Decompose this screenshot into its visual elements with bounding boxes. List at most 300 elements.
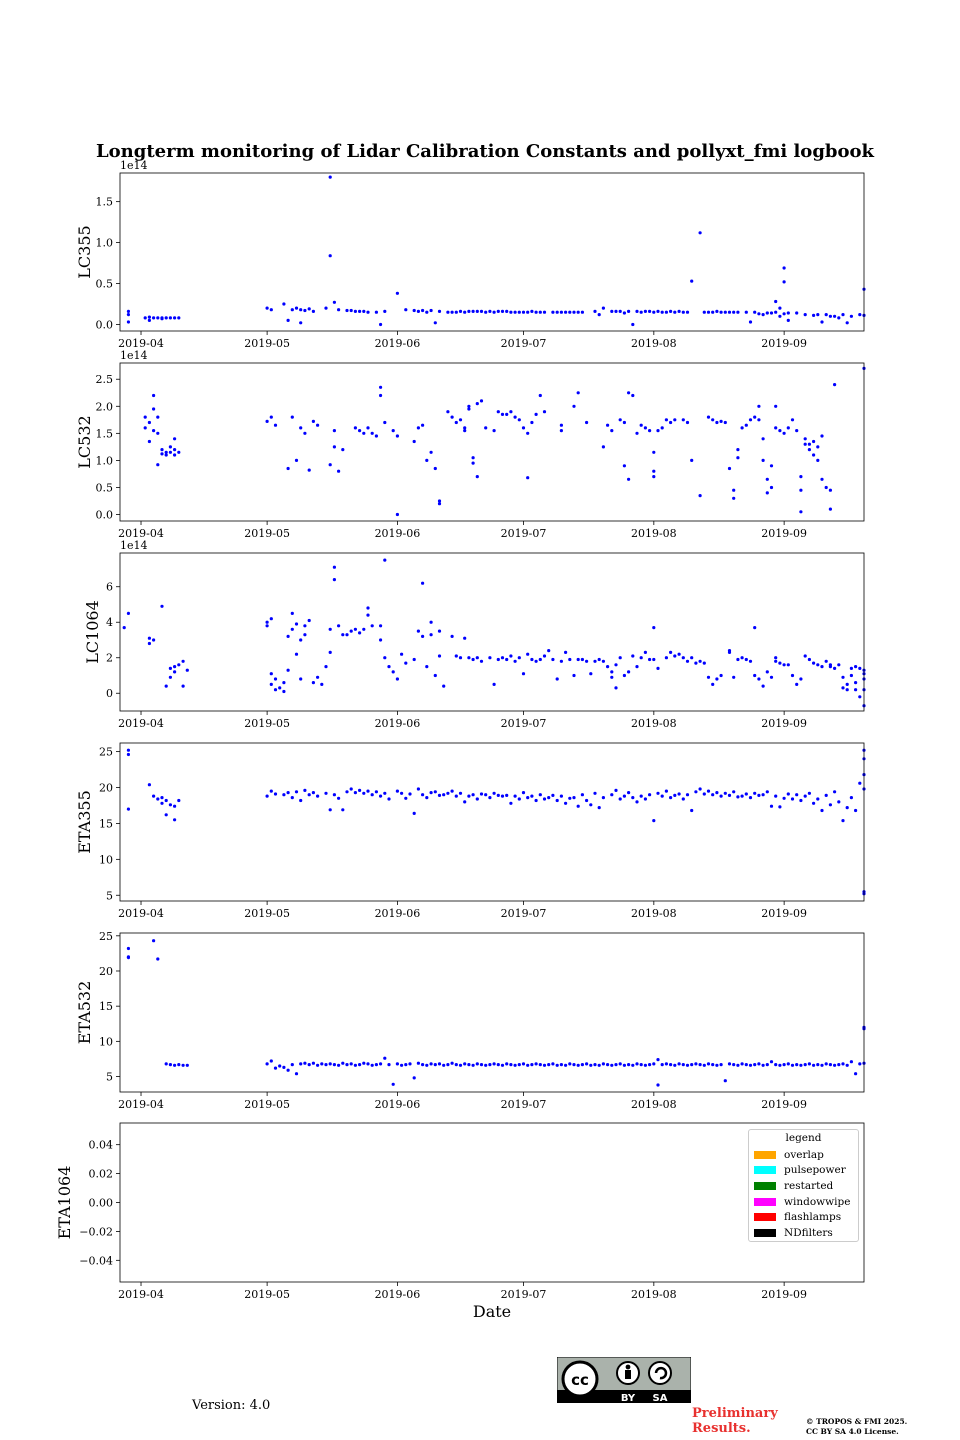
data-point-eta532-94 xyxy=(614,1063,617,1066)
data-point-eta355-96 xyxy=(627,791,630,794)
data-point-lc1064-128 xyxy=(673,654,676,657)
data-point-lc532-81 xyxy=(535,413,538,416)
data-point-lc1064-134 xyxy=(699,660,702,663)
data-point-eta532-129 xyxy=(757,1062,760,1065)
data-point-lc1064-100 xyxy=(564,651,567,654)
data-point-eta532-52 xyxy=(438,1062,441,1065)
data-point-lc1064-56 xyxy=(383,559,386,562)
data-point-lc532-78 xyxy=(526,432,529,435)
legend-box xyxy=(748,1129,859,1242)
data-point-lc355-15 xyxy=(270,308,273,311)
data-point-lc1064-181 xyxy=(858,695,861,698)
y-tick-label-lc532-5: 2.5 xyxy=(95,373,113,387)
data-point-eta355-83 xyxy=(568,797,571,800)
data-point-lc1064-29 xyxy=(295,653,298,656)
data-point-lc532-87 xyxy=(577,391,580,394)
data-point-lc355-74 xyxy=(560,311,563,314)
data-point-lc355-54 xyxy=(472,310,475,313)
data-point-lc355-21 xyxy=(299,321,302,324)
data-point-eta355-119 xyxy=(724,792,727,795)
data-point-eta355-12 xyxy=(173,805,176,808)
data-point-eta532-43 xyxy=(400,1064,403,1067)
data-point-eta355-50 xyxy=(430,791,433,794)
data-point-lc532-20 xyxy=(266,420,269,423)
y-tick-label-eta532-0: 5 xyxy=(106,1070,113,1084)
data-point-lc1064-33 xyxy=(303,624,306,627)
data-point-lc532-33 xyxy=(333,445,336,448)
data-point-eta355-133 xyxy=(783,797,786,800)
data-point-lc355-34 xyxy=(362,310,365,313)
data-point-lc1064-113 xyxy=(614,686,617,689)
legend-swatch-ndfilters xyxy=(754,1229,776,1237)
data-point-eta355-102 xyxy=(652,819,655,822)
data-point-lc1064-43 xyxy=(333,578,336,581)
data-point-eta532-20 xyxy=(303,1062,306,1065)
data-point-eta532-26 xyxy=(329,1062,332,1065)
data-point-eta355-18 xyxy=(287,791,290,794)
y-tick-label-lc1064-2: 4 xyxy=(106,616,113,630)
data-point-lc355-70 xyxy=(539,311,542,314)
data-point-eta532-73 xyxy=(526,1064,529,1067)
data-point-eta532-131 xyxy=(766,1063,769,1066)
data-point-lc355-119 xyxy=(770,311,773,314)
data-point-lc532-137 xyxy=(774,426,777,429)
data-point-lc532-142 xyxy=(795,429,798,432)
data-point-eta355-104 xyxy=(661,795,664,798)
preliminary-line-1: Preliminary xyxy=(692,1406,778,1421)
data-point-lc532-151 xyxy=(812,453,815,456)
data-point-lc1064-27 xyxy=(291,628,294,631)
data-point-eta532-107 xyxy=(665,1062,668,1065)
data-point-lc532-28 xyxy=(308,469,311,472)
data-point-lc1064-103 xyxy=(577,658,580,661)
data-point-eta355-136 xyxy=(795,793,798,796)
data-point-lc1064-46 xyxy=(345,633,348,636)
data-point-eta532-89 xyxy=(593,1063,596,1066)
data-point-lc355-59 xyxy=(493,311,496,314)
data-point-eta532-106 xyxy=(661,1063,664,1066)
data-point-lc1064-114 xyxy=(614,663,617,666)
data-point-eta355-87 xyxy=(585,799,588,802)
y-tick-label-eta532-1: 10 xyxy=(99,1035,113,1049)
axes-frame-eta532 xyxy=(120,933,864,1092)
data-point-lc532-74 xyxy=(509,410,512,413)
data-point-lc355-83 xyxy=(610,310,613,313)
data-point-eta355-10 xyxy=(169,803,172,806)
data-point-eta355-90 xyxy=(598,806,601,809)
data-point-lc532-101 xyxy=(648,429,651,432)
data-point-lc1064-90 xyxy=(522,672,525,675)
data-point-lc1064-87 xyxy=(509,654,512,657)
data-point-eta532-34 xyxy=(362,1062,365,1065)
data-point-eta355-20 xyxy=(295,790,298,793)
data-point-lc355-131 xyxy=(812,314,815,317)
data-point-lc1064-94 xyxy=(539,658,542,661)
y-tick-label-lc532-2: 1.0 xyxy=(95,454,113,468)
data-point-lc355-52 xyxy=(463,311,466,314)
page-title: Longterm monitoring of Lidar Calibration Constants and pollyxt_fmi logbook xyxy=(96,141,874,162)
data-point-eta355-72 xyxy=(522,791,525,794)
data-point-lc1064-49 xyxy=(358,631,361,634)
data-point-eta532-97 xyxy=(627,1063,630,1066)
data-point-lc1064-47 xyxy=(350,630,353,633)
data-point-eta355-80 xyxy=(556,799,559,802)
data-point-eta355-110 xyxy=(686,793,689,796)
x-tick-label-lc1064-1: 2019-05 xyxy=(244,717,290,730)
data-point-lc1064-42 xyxy=(333,566,336,569)
data-point-lc1064-20 xyxy=(274,688,277,691)
data-point-lc1064-155 xyxy=(778,662,781,665)
data-point-eta532-81 xyxy=(560,1063,563,1066)
data-point-lc532-59 xyxy=(459,418,462,421)
data-point-lc355-134 xyxy=(825,313,828,316)
data-point-lc532-38 xyxy=(362,432,365,435)
data-point-eta532-74 xyxy=(530,1063,533,1066)
data-point-eta532-77 xyxy=(543,1064,546,1067)
data-point-lc1064-120 xyxy=(640,656,643,659)
y-axis-label-eta1064: ETA1064 xyxy=(55,1165,74,1240)
data-point-eta355-25 xyxy=(316,795,319,798)
data-point-eta532-116 xyxy=(703,1064,706,1067)
data-point-eta355-53 xyxy=(442,793,445,796)
data-point-lc355-25 xyxy=(324,307,327,310)
data-point-lc1064-53 xyxy=(371,624,374,627)
data-point-lc1064-7 xyxy=(169,676,172,679)
data-point-lc1064-142 xyxy=(732,676,735,679)
data-point-eta532-42 xyxy=(396,1062,399,1065)
data-point-eta355-66 xyxy=(497,794,500,797)
y-tick-label-lc355-0: 0.0 xyxy=(95,318,113,332)
data-point-lc355-72 xyxy=(551,311,554,314)
data-point-eta355-23 xyxy=(308,793,311,796)
data-point-lc355-0 xyxy=(127,310,130,313)
data-point-lc532-100 xyxy=(644,426,647,429)
legend-item-windowwipe xyxy=(749,1194,858,1210)
data-point-eta355-134 xyxy=(787,792,790,795)
preliminary-results-label xyxy=(692,1406,778,1436)
data-point-lc532-111 xyxy=(686,421,689,424)
data-point-lc532-91 xyxy=(610,429,613,432)
data-point-eta355-95 xyxy=(623,795,626,798)
data-point-lc532-126 xyxy=(749,418,752,421)
data-point-eta355-26 xyxy=(324,792,327,795)
data-point-lc1064-34 xyxy=(303,633,306,636)
data-point-lc355-108 xyxy=(720,311,723,314)
data-point-eta355-39 xyxy=(379,795,382,798)
data-point-lc532-52 xyxy=(430,451,433,454)
data-point-eta532-56 xyxy=(455,1063,458,1066)
data-point-eta532-144 xyxy=(820,1064,823,1067)
data-point-lc532-53 xyxy=(434,467,437,470)
data-point-eta355-112 xyxy=(694,790,697,793)
y-axis-label-lc532: LC532 xyxy=(75,415,94,469)
data-point-lc532-80 xyxy=(530,421,533,424)
data-point-lc532-37 xyxy=(358,429,361,432)
data-point-lc355-24 xyxy=(312,310,315,313)
data-point-lc1064-98 xyxy=(556,677,559,680)
data-point-eta355-57 xyxy=(459,792,462,795)
data-point-lc532-127 xyxy=(753,416,756,419)
data-point-eta355-11 xyxy=(173,818,176,821)
data-point-lc1064-99 xyxy=(560,660,563,663)
x-tick-label-lc355-5: 2019-09 xyxy=(761,337,807,350)
data-point-lc1064-25 xyxy=(287,669,290,672)
data-point-lc532-143 xyxy=(799,475,802,478)
data-point-eta355-143 xyxy=(825,794,828,797)
data-point-lc1064-180 xyxy=(858,667,861,670)
data-point-lc532-116 xyxy=(715,421,718,424)
data-point-eta355-8 xyxy=(165,799,168,802)
data-point-eta355-37 xyxy=(371,793,374,796)
data-point-lc532-90 xyxy=(606,424,609,427)
data-point-eta532-114 xyxy=(694,1062,697,1065)
data-point-lc532-30 xyxy=(316,424,319,427)
y-tick-label-eta355-0: 5 xyxy=(106,889,113,903)
data-point-lc355-116 xyxy=(757,312,760,315)
data-point-lc1064-72 xyxy=(438,630,441,633)
data-point-eta355-140 xyxy=(812,802,815,805)
data-point-eta532-149 xyxy=(841,1062,844,1065)
data-point-lc355-17 xyxy=(287,319,290,322)
data-point-lc1064-117 xyxy=(627,670,630,673)
data-point-lc1064-153 xyxy=(774,660,777,663)
data-point-lc355-3 xyxy=(144,316,147,319)
data-point-lc355-141 xyxy=(858,313,861,316)
data-point-lc1064-126 xyxy=(665,656,668,659)
data-point-lc1064-41 xyxy=(329,651,332,654)
data-point-lc1064-161 xyxy=(804,654,807,657)
data-point-lc355-97 xyxy=(669,310,672,313)
data-point-lc355-138 xyxy=(841,313,844,316)
y-tick-label-lc355-3: 1.5 xyxy=(95,195,113,209)
data-point-lc1064-60 xyxy=(396,677,399,680)
y-tick-label-lc532-3: 1.5 xyxy=(95,427,113,441)
data-point-eta532-123 xyxy=(732,1063,735,1066)
data-point-eta532-6 xyxy=(169,1063,172,1066)
data-point-lc355-18 xyxy=(291,308,294,311)
data-point-eta532-45 xyxy=(408,1062,411,1065)
data-point-lc1064-111 xyxy=(610,676,613,679)
data-point-lc532-156 xyxy=(825,486,828,489)
data-point-lc355-121 xyxy=(774,300,777,303)
data-point-lc355-1 xyxy=(127,313,130,316)
data-point-lc532-43 xyxy=(379,394,382,397)
data-point-lc1064-40 xyxy=(329,628,332,631)
x-tick-label-lc1064-0: 2019-04 xyxy=(118,717,164,730)
data-point-eta355-147 xyxy=(841,819,844,822)
data-point-lc532-103 xyxy=(652,470,655,473)
data-point-lc1064-119 xyxy=(635,665,638,668)
data-point-eta355-111 xyxy=(690,809,693,812)
version-label: Version: 4.0 xyxy=(192,1398,271,1413)
data-point-eta355-71 xyxy=(518,797,521,800)
data-point-lc355-33 xyxy=(358,310,361,313)
data-point-eta532-46 xyxy=(413,1076,416,1079)
y-tick-label-lc1064-1: 2 xyxy=(106,651,113,665)
data-point-eta532-148 xyxy=(837,1063,840,1066)
data-point-lc355-120 xyxy=(774,311,777,314)
data-point-lc532-2 xyxy=(148,440,151,443)
data-point-eta532-55 xyxy=(451,1062,454,1065)
data-point-lc1064-5 xyxy=(160,605,163,608)
data-point-eta532-63 xyxy=(484,1064,487,1067)
cc-by-sa-badge[interactable] xyxy=(557,1357,691,1403)
data-point-eta355-88 xyxy=(589,803,592,806)
data-point-eta355-121 xyxy=(732,790,735,793)
data-point-lc532-36 xyxy=(354,426,357,429)
data-point-eta532-113 xyxy=(690,1063,693,1066)
data-point-lc1064-82 xyxy=(488,656,491,659)
x-tick-label-lc1064-2: 2019-06 xyxy=(374,717,421,730)
data-point-lc355-67 xyxy=(526,311,529,314)
data-point-eta532-2 xyxy=(127,956,130,959)
data-point-lc532-67 xyxy=(476,402,479,405)
data-point-eta355-84 xyxy=(572,796,575,799)
legend-swatch-pulsepower xyxy=(754,1166,776,1174)
data-point-lc532-130 xyxy=(762,437,765,440)
data-point-eta355-33 xyxy=(354,791,357,794)
data-point-eta355-86 xyxy=(581,793,584,796)
data-point-lc1064-145 xyxy=(745,658,748,661)
data-point-eta355-61 xyxy=(476,797,479,800)
data-point-lc1064-50 xyxy=(362,628,365,631)
x-tick-label-lc355-0: 2019-04 xyxy=(118,337,164,350)
data-point-eta355-58 xyxy=(463,800,466,803)
data-point-lc532-154 xyxy=(820,434,823,437)
data-point-lc1064-172 xyxy=(841,686,844,689)
data-point-lc355-123 xyxy=(778,307,781,310)
data-point-eta355-64 xyxy=(488,796,491,799)
data-point-lc355-46 xyxy=(434,321,437,324)
y-axis-label-lc355: LC355 xyxy=(75,225,94,279)
y-tick-label-eta1064-2: 0.00 xyxy=(88,1196,113,1210)
data-point-eta355-69 xyxy=(509,802,512,805)
data-point-lc1064-127 xyxy=(669,651,672,654)
data-point-lc1064-97 xyxy=(551,658,554,661)
data-point-lc532-55 xyxy=(438,502,441,505)
x-tick-label-lc532-4: 2019-08 xyxy=(630,527,677,540)
data-point-eta355-150 xyxy=(854,809,857,812)
data-point-eta355-116 xyxy=(711,793,714,796)
data-point-lc355-128 xyxy=(787,311,790,314)
data-point-lc1064-61 xyxy=(400,653,403,656)
x-tick-label-lc532-0: 2019-04 xyxy=(118,527,164,540)
data-point-lc532-75 xyxy=(514,416,517,419)
data-point-lc1064-173 xyxy=(846,683,849,686)
data-point-lc1064-54 xyxy=(379,624,382,627)
data-point-eta532-112 xyxy=(686,1064,689,1067)
data-point-eta355-16 xyxy=(274,792,277,795)
data-point-lc532-112 xyxy=(690,459,693,462)
data-point-lc532-13 xyxy=(165,453,168,456)
data-point-eta355-0 xyxy=(127,749,130,752)
data-point-lc532-51 xyxy=(425,459,428,462)
axes-frame-lc1064 xyxy=(120,553,864,711)
data-point-lc1064-179 xyxy=(854,688,857,691)
data-point-eta355-30 xyxy=(341,808,344,811)
data-point-eta532-127 xyxy=(749,1064,752,1067)
data-point-lc532-48 xyxy=(413,440,416,443)
data-point-lc355-89 xyxy=(635,310,638,313)
data-point-eta532-18 xyxy=(295,1072,298,1075)
data-point-lc355-104 xyxy=(703,311,706,314)
data-point-eta355-108 xyxy=(678,792,681,795)
data-point-eta355-146 xyxy=(837,800,840,803)
data-point-lc532-47 xyxy=(396,513,399,516)
data-point-eta355-70 xyxy=(514,795,517,798)
data-point-lc532-129 xyxy=(757,418,760,421)
data-point-lc355-137 xyxy=(837,316,840,319)
data-point-eta532-90 xyxy=(598,1064,601,1067)
data-point-lc355-44 xyxy=(425,311,428,314)
data-point-eta532-78 xyxy=(547,1063,550,1066)
data-point-lc532-150 xyxy=(812,440,815,443)
data-point-eta532-17 xyxy=(291,1063,294,1066)
data-point-lc355-129 xyxy=(795,311,798,314)
data-point-lc532-11 xyxy=(160,452,163,455)
data-point-lc355-114 xyxy=(749,320,752,323)
legend-label-windowwipe: windowwipe xyxy=(784,1195,851,1208)
data-point-lc532-16 xyxy=(173,448,176,451)
data-point-eta355-78 xyxy=(547,796,550,799)
data-point-eta532-109 xyxy=(673,1064,676,1067)
data-point-lc532-147 xyxy=(804,443,807,446)
data-point-eta355-54 xyxy=(446,792,449,795)
data-point-eta532-96 xyxy=(623,1064,626,1067)
data-point-lc1064-147 xyxy=(753,626,756,629)
data-point-eta532-102 xyxy=(648,1063,651,1066)
data-point-lc1064-0 xyxy=(123,626,126,629)
data-point-eta532-3 xyxy=(152,939,155,942)
data-point-lc355-100 xyxy=(682,311,685,314)
data-point-lc532-29 xyxy=(312,420,315,423)
data-point-lc1064-73 xyxy=(442,685,445,688)
x-tick-label-eta1064-5: 2019-09 xyxy=(761,1288,807,1301)
data-point-eta532-150 xyxy=(846,1064,849,1067)
data-point-lc355-113 xyxy=(745,311,748,314)
data-point-eta532-82 xyxy=(564,1064,567,1067)
data-point-eta532-99 xyxy=(635,1062,638,1065)
data-point-lc532-158 xyxy=(829,508,832,511)
data-point-lc355-41 xyxy=(413,309,416,312)
data-point-eta532-16 xyxy=(287,1069,290,1072)
data-point-eta532-76 xyxy=(539,1063,542,1066)
data-point-lc1064-160 xyxy=(799,677,802,680)
data-point-lc1064-164 xyxy=(816,663,819,666)
data-point-eta355-42 xyxy=(396,790,399,793)
data-point-lc355-79 xyxy=(581,311,584,314)
data-point-lc355-42 xyxy=(417,310,420,313)
data-point-eta532-14 xyxy=(278,1064,281,1067)
data-point-lc355-5 xyxy=(148,319,151,322)
data-point-lc1064-129 xyxy=(678,653,681,656)
legend-swatch-restarted xyxy=(754,1182,776,1190)
data-point-lc1064-80 xyxy=(476,656,479,659)
data-point-eta532-58 xyxy=(463,1062,466,1065)
data-point-eta532-137 xyxy=(791,1064,794,1067)
data-point-lc1064-81 xyxy=(480,660,483,663)
data-point-lc532-21 xyxy=(270,416,273,419)
data-point-lc532-97 xyxy=(631,394,634,397)
data-point-lc1064-52 xyxy=(366,614,369,617)
data-point-lc1064-146 xyxy=(749,660,752,663)
data-point-lc355-7 xyxy=(156,316,159,319)
y-tick-label-lc532-4: 2.0 xyxy=(95,400,113,414)
data-point-eta532-33 xyxy=(358,1063,361,1066)
data-point-lc532-88 xyxy=(585,421,588,424)
data-point-lc532-122 xyxy=(736,448,739,451)
data-point-eta355-28 xyxy=(333,793,336,796)
